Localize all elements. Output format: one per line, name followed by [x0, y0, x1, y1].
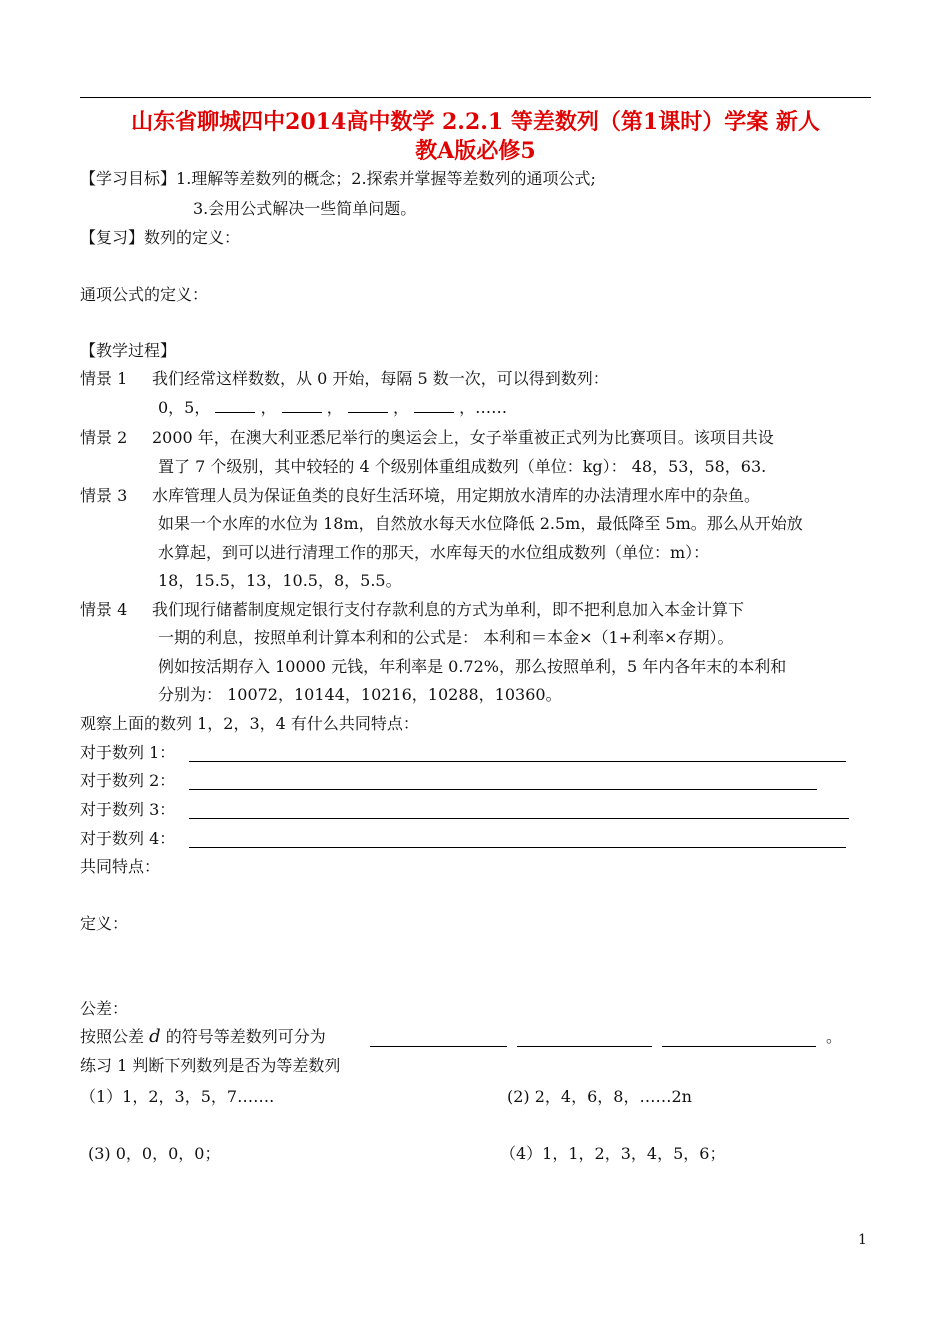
- sequence-separator: ，: [392, 398, 409, 417]
- scenario-4-line-1: 我们现行储蓄制度规定银行支付存款利息的方式为单利，即不把利息加入本金计算下: [152, 600, 745, 619]
- common-difference-label: 公差：: [80, 999, 129, 1018]
- objectives-line-2: 3.会用公式解决一些简单问题。: [193, 199, 417, 218]
- review-general-term: 通项公式的定义：: [80, 285, 209, 304]
- title-line-2: 教A版必修5: [415, 138, 536, 164]
- answer-line-2[interactable]: [189, 789, 817, 790]
- scenario-4-label: 情景 4: [80, 600, 128, 619]
- scenario-2-line-2: 置了 7 个级别，其中较轻的 4 个级别体重组成数列（单位：kg）： 48，53，58，63.: [158, 457, 767, 476]
- blank-1[interactable]: [215, 398, 255, 413]
- review-label: 【复习】: [80, 228, 145, 247]
- process-label: 【教学过程】: [80, 341, 177, 360]
- definition-label: 定义：: [80, 914, 129, 933]
- title-line-1: 山东省聊城四中2014高中数学 2.2.1 等差数列（第1课时）学案 新人: [131, 109, 820, 135]
- scenario-1-sequence: [158, 397, 507, 419]
- scenario-4-line-3: 例如按活期存入 10000 元钱，年利率是 0.72%，那么按照单利，5 年内各年末的本利和: [158, 657, 787, 676]
- blank-3[interactable]: [348, 398, 388, 413]
- scenario-3-line-4: 18，15.5，13，10.5，8，5.5。: [158, 571, 402, 590]
- sequence-ellipsis: ，……: [459, 398, 508, 417]
- classify-end: 。: [826, 1027, 843, 1046]
- page-number: 1: [858, 1232, 867, 1248]
- classify-blank-3[interactable]: [662, 1046, 816, 1047]
- scenario-2-label: 情景 2: [80, 428, 128, 447]
- observe-item-2: 对于数列 2：: [80, 771, 176, 790]
- observe-question: 观察上面的数列 1，2，3，4 有什么共同特点：: [80, 714, 419, 733]
- scenario-1-text: 我们经常这样数数，从 0 开始，每隔 5 数一次，可以得到数列：: [152, 369, 609, 388]
- sequence-separator: ，: [260, 398, 277, 417]
- objectives-line-1: [80, 168, 596, 190]
- scenario-3-line-2: 如果一个水库的水位为 18m，自然放水每天水位降低 2.5m，最低降至 5m。那么从开始放: [158, 514, 803, 533]
- objectives-label: 【学习目标】: [80, 169, 177, 188]
- difference-variable: d: [149, 1026, 161, 1047]
- exercise-q2: (2) 2，4，6，8，……2n: [507, 1087, 692, 1106]
- review-line-1: [80, 227, 240, 249]
- blank-2[interactable]: [282, 398, 322, 413]
- classify-suffix: 的符号等差数列可分为: [165, 1027, 326, 1046]
- classify-prefix: 按照公差: [80, 1027, 145, 1046]
- blank-4[interactable]: [414, 398, 454, 413]
- answer-line-4[interactable]: [189, 847, 846, 848]
- scenario-3-line-1: 水库管理人员为保证鱼类的良好生活环境，用定期放水清库的办法清理水库中的杂鱼。: [152, 486, 761, 505]
- observe-item-1: 对于数列 1：: [80, 743, 176, 762]
- scenario-4-line-2: 一期的利息，按照单利计算本利和的公式是： 本利和＝本金×（1+利率×存期）。: [158, 628, 734, 647]
- answer-line-1[interactable]: [189, 761, 846, 762]
- scenario-1-label: 情景 1: [80, 369, 128, 388]
- scenario-3-line-3: 水算起，到可以进行清理工作的那天，水库每天的水位组成数列（单位：m）：: [158, 543, 710, 562]
- exercise-title: 练习 1 判断下列数列是否为等差数列: [80, 1056, 341, 1075]
- exercise-q1: （1）1，2，3，5，7…….: [80, 1087, 275, 1106]
- classify-blank-1[interactable]: [370, 1046, 507, 1047]
- exercise-q3: (3) 0，0，0，0；: [88, 1144, 221, 1163]
- classify-line: [80, 1026, 326, 1048]
- answer-line-3[interactable]: [189, 818, 849, 819]
- exercise-q4: （4）1，1，2，3，4，5，6；: [500, 1144, 726, 1163]
- classify-blank-2[interactable]: [517, 1046, 652, 1047]
- header-rule: [80, 97, 871, 98]
- sequence-separator: ，: [326, 398, 343, 417]
- observe-item-4: 对于数列 4：: [80, 829, 176, 848]
- observe-item-3: 对于数列 3：: [80, 800, 176, 819]
- scenario-2-line-1: 2000 年，在澳大利亚悉尼举行的奥运会上，女子举重被正式列为比赛项目。该项目共设: [152, 428, 774, 447]
- objectives-text-1: 1.理解等差数列的概念；2.探索并掌握等差数列的通项公式;: [176, 169, 596, 188]
- scenario-3-label: 情景 3: [80, 486, 128, 505]
- sequence-start: 0，5，: [158, 398, 211, 417]
- review-sequence-definition: 数列的定义：: [144, 228, 241, 247]
- common-features: 共同特点：: [80, 857, 161, 876]
- scenario-4-line-4: 分别为： 10072，10144，10216，10288，10360。: [158, 685, 562, 704]
